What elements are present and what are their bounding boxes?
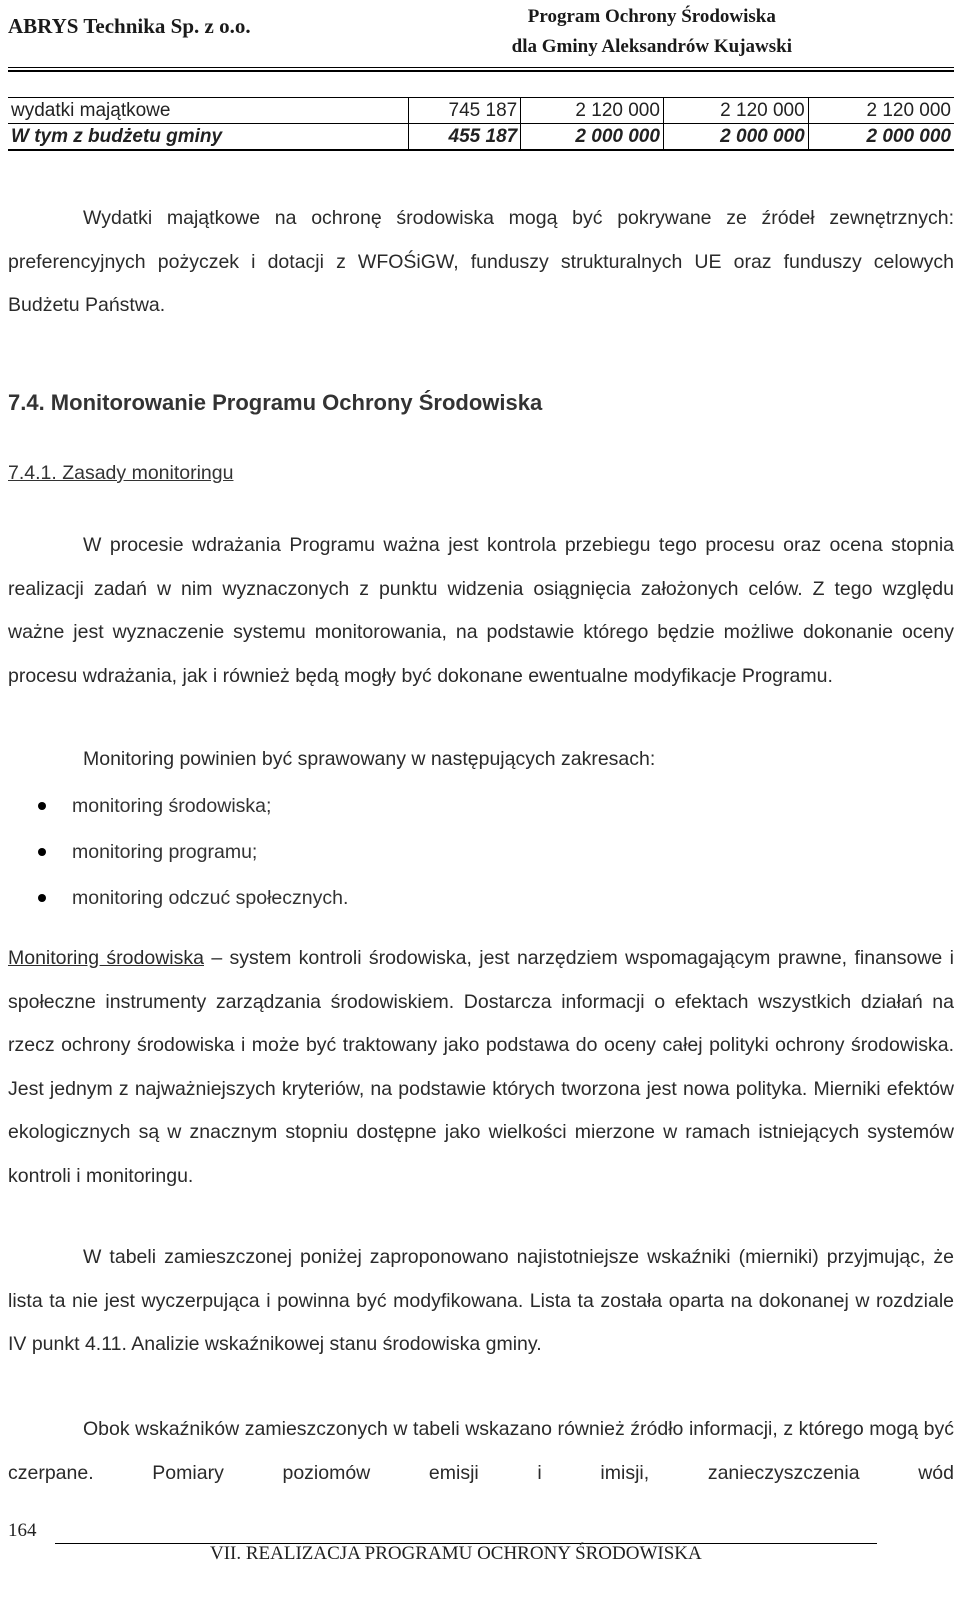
monitoring-scope-list — [8, 783, 348, 921]
defined-term: Monitoring środowiska — [8, 947, 204, 969]
table-cell: 455 187 — [409, 124, 521, 151]
paragraph-environment-monitoring — [8, 937, 954, 1198]
header-rule-thick — [8, 70, 954, 72]
section-title: 7.4. Monitorowanie Programu Ochrony Środowiska — [8, 390, 543, 415]
table-cell: 2 000 000 — [663, 124, 808, 151]
paragraph-funding-sources: Wydatki majątkowe na ochronę środowiska mogą być pokrywane ze źródeł zewnętrznych: preferencyjnych pożyczek i dotacji z WFOŚiGW, funduszy strukturalnych UE oraz funduszy celowych Budżetu Państwa. — [8, 207, 954, 316]
table-cell: 2 120 000 — [521, 98, 664, 124]
list-item-text: monitoring środowiska; — [72, 795, 272, 817]
bullet-icon — [38, 894, 46, 902]
list-item — [8, 829, 348, 875]
header-title-line-2: dla Gminy Aleksandrów Kujawski — [511, 36, 792, 57]
table-cell: 2 000 000 — [521, 124, 664, 151]
table-cell: 2 120 000 — [808, 98, 954, 124]
table-row — [8, 98, 954, 124]
paragraph-monitoring-intro: W procesie wdrażania Programu ważna jest kontrola przebiegu tego procesu oraz ocena stopnia realizacji zadań w nim wyznaczonych z punktu widzenia osiągnięcia założonych celów. Z tego względu ważne jest wyznaczenie systemu monitorowania, na podstawie którego będzie możliwe dokonanie oceny procesu wdrażania, jak i również będą mogły być dokonane ewentualne modyfikacje Programu. — [8, 534, 954, 687]
header-document-title — [512, 2, 792, 62]
list-item-text: monitoring programu; — [72, 841, 258, 863]
table-cell-label: W tym z budżetu gminy — [8, 124, 409, 151]
table-cell-label: wydatki majątkowe — [8, 98, 409, 124]
list-item — [8, 783, 348, 829]
bullet-icon — [38, 802, 46, 810]
subsection-title: 7.4.1. Zasady monitoringu — [8, 462, 234, 484]
table-cell: 2 000 000 — [808, 124, 954, 151]
header-rule — [8, 67, 954, 68]
header-title-line-1: Program Ochrony Środowiska — [527, 6, 776, 27]
paragraph-indicators: W tabeli zamieszczonej poniżej zaproponowano najistotniejsze wskaźniki (mierniki) przyjmując, że lista ta nie jest wyczerpująca i powinna być modyfikowana. Lista ta została oparta na dokonanej w rozdziale IV punkt 4.11. Analizie wskaźnikowej stanu środowiska gminy. — [8, 1246, 954, 1355]
paragraph-monitoring-scope: Monitoring powinien być sprawowany w następujących zakresach: — [83, 748, 656, 770]
list-item-text: monitoring odczuć społecznych. — [72, 887, 349, 909]
bullet-icon — [38, 848, 46, 856]
table-cell: 745 187 — [409, 98, 521, 124]
table-cell: 2 120 000 — [663, 98, 808, 124]
list-item — [8, 875, 348, 921]
budget-table — [8, 97, 954, 151]
header-company: ABRYS Technika Sp. z o.o. — [8, 14, 251, 38]
table-row — [8, 124, 954, 151]
paragraph-information-sources: Obok wskaźników zamieszczonych w tabeli wskazano również źródło informacji, z którego mogą być czerpane. Pomiary poziomów emisji i imisji, zanieczyszczenia wód — [8, 1418, 954, 1484]
page-number: 164 — [8, 1520, 37, 1541]
definition-text: – system kontroli środowiska, jest narzędziem wspomagającym prawne, finansowe i społeczne instrumenty zarządzania środowiskiem. Dostarcza informacji o efektach wszystkich działań na rzecz ochrony środowiska i może być traktowany jako podstawa do oceny całej polityki ochrony środowiska. Jest jednym z najważniejszych kryteriów, na podstawie których tworzona jest nowa polityka. Mierniki efektów ekologicznych są w znacznym stopniu dostępne jako wielkości mierzone w ramach istniejących systemów kontroli i monitoringu. — [8, 947, 954, 1187]
footer-chapter-title: VII. REALIZACJA PROGRAMU OCHRONY ŚRODOWISKA — [210, 1543, 702, 1564]
